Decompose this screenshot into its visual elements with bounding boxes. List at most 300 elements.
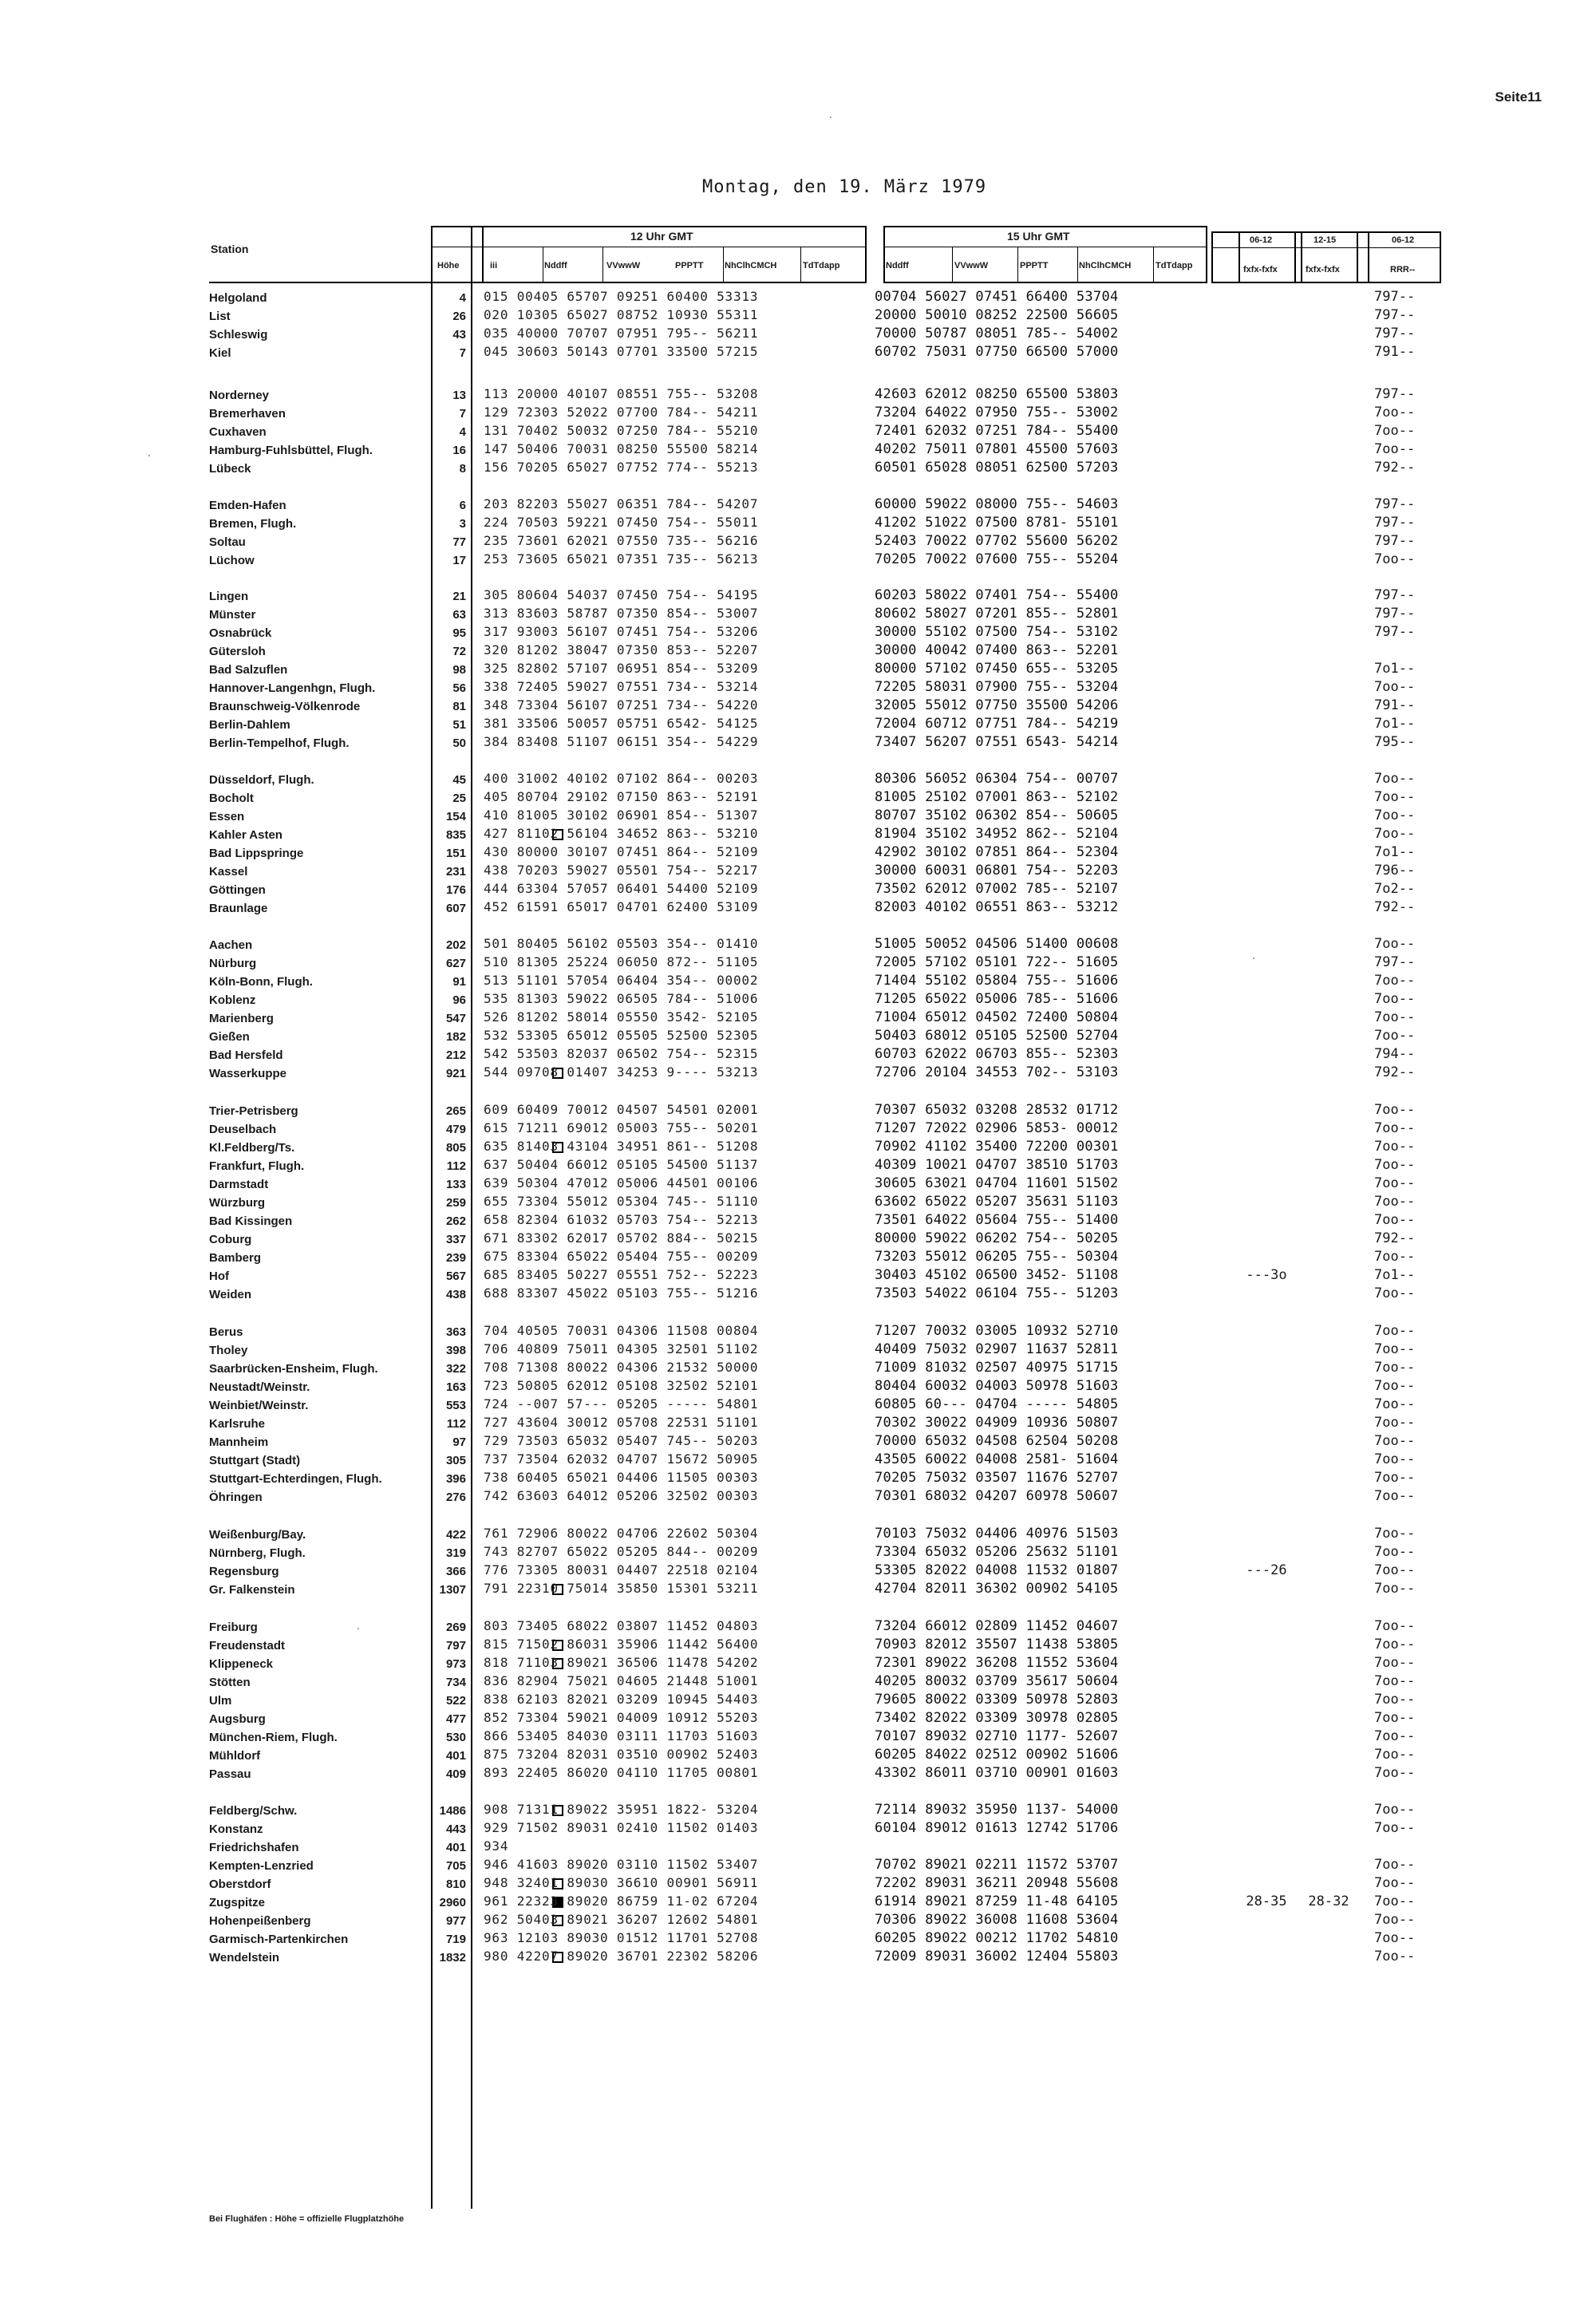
extra-rrr: 792-- [1374, 1064, 1416, 1080]
obs-12-utc: 045 30603 50143 07701 33500 57215 [484, 344, 759, 359]
obs-12-utc: 305 80604 54037 07450 754-- 54195 [484, 587, 759, 602]
station-height: 212 [445, 1048, 466, 1062]
col-15-nddff: Nddff [886, 261, 909, 270]
obs-12-utc: 761 72906 80022 04706 22602 50304 [484, 1526, 759, 1541]
station-label: Hof [209, 1270, 229, 1283]
obs-15-utc: 81904 35102 34952 862-- 52104 [875, 826, 1119, 842]
obs-12-utc: 526 81202 58014 05550 3542- 52105 [484, 1009, 759, 1025]
extra-rrr: 7oo-- [1374, 405, 1416, 421]
station-label: Kl.Feldberg/Ts. [209, 1141, 295, 1155]
extra-rrr: 7oo-- [1374, 1692, 1416, 1708]
obs-12-utc: 535 81303 59022 06505 784-- 51006 [484, 991, 759, 1006]
extra-rrr: 797-- [1374, 624, 1416, 640]
obs-15-utc: 32005 55012 07750 35500 54206 [875, 697, 1119, 713]
obs-15-utc: 30000 40042 07400 863-- 52201 [875, 642, 1119, 658]
obs-12-utc: 791 22310 75014 35850 15301 53211 [484, 1581, 759, 1596]
obs-15-utc: 70205 75032 03507 11676 52707 [875, 1470, 1119, 1486]
station-name [209, 1064, 448, 1083]
obs-15-utc: 60702 75031 07750 66500 57000 [875, 344, 1119, 360]
extra-rrr: 7oo-- [1374, 1249, 1416, 1265]
station-name [209, 1267, 448, 1285]
station-height: 25 [452, 792, 466, 805]
obs-12-utc: 723 50805 62012 05108 32502 52101 [484, 1378, 759, 1393]
col-x3-top: 06-12 [1392, 235, 1415, 245]
extra-rrr: 7oo-- [1374, 1637, 1416, 1653]
station-height: 553 [445, 1399, 466, 1412]
station-name [209, 423, 448, 441]
extra-rrr: 7oo-- [1374, 1526, 1416, 1542]
obs-12-utc: 658 82304 61032 05703 754-- 52213 [484, 1212, 759, 1227]
station-height: 176 [445, 883, 466, 897]
obs-15-utc: 60000 59022 08000 755-- 54603 [875, 496, 1119, 512]
obs-15-utc: 52403 70022 07702 55600 56202 [875, 533, 1119, 549]
station-height: 607 [445, 902, 466, 915]
obs-12-utc: 020 10305 65027 08752 10930 55311 [484, 307, 759, 322]
station-name [209, 642, 448, 661]
station-height: 4 [459, 425, 466, 439]
col-12-tdapp: TdTdapp [803, 261, 840, 270]
obs-12-utc: 015 00405 65707 09251 60400 53313 [484, 289, 759, 304]
obs-12-utc: 381 33506 50057 05751 6542- 54125 [484, 716, 759, 731]
station-label: Cuxhaven [209, 425, 267, 439]
extra-rrr: 792-- [1374, 460, 1416, 476]
station-label: Gr. Falkenstein [209, 1583, 295, 1597]
station-height: 1832 [439, 1951, 466, 1964]
station-name [209, 606, 448, 624]
obs-15-utc: 73407 56207 07551 6543- 54214 [875, 734, 1119, 750]
obs-15-utc: 60203 58022 07401 754-- 55400 [875, 587, 1119, 603]
station-label: Mühldorf [209, 1749, 261, 1763]
extra-rrr: 7oo-- [1374, 1765, 1416, 1781]
obs-12-utc: 384 83408 51107 06151 354-- 54229 [484, 734, 759, 749]
obs-12-utc: 635 81403 43104 34951 861-- 51208 [484, 1139, 759, 1154]
extra-rrr: 797-- [1374, 386, 1416, 402]
obs-12-utc: 815 71502 86031 35906 11442 56400 [484, 1637, 759, 1652]
station-name [209, 460, 448, 478]
extra-rrr: 7oo-- [1374, 973, 1416, 989]
station-height: 63 [452, 608, 466, 622]
col-x3-bot: RRR-- [1390, 265, 1416, 274]
station-name [209, 936, 448, 954]
extra-rrr: 7oo-- [1374, 1802, 1416, 1818]
station-label: Bad Kissingen [209, 1214, 293, 1228]
station-height: 269 [445, 1621, 466, 1634]
station-label: Lüchow [209, 554, 255, 567]
extra-rrr: 7oo-- [1374, 1470, 1416, 1486]
obs-15-utc: 73501 64022 05604 755-- 51400 [875, 1212, 1119, 1228]
obs-15-utc: 43302 86011 03710 00901 01603 [875, 1765, 1119, 1781]
station-height: 547 [445, 1012, 466, 1025]
station-label: Koblenz [209, 993, 256, 1007]
extra-rrr: 791-- [1374, 697, 1416, 713]
extra-rrr: 7oo-- [1374, 679, 1416, 695]
station-height: 835 [445, 828, 466, 842]
obs-12-utc: 452 61591 65017 04701 62400 53109 [484, 899, 759, 914]
extra-rrr: 7oo-- [1374, 1396, 1416, 1412]
station-name [209, 771, 448, 789]
obs-15-utc: 73503 54022 06104 755-- 51203 [875, 1285, 1119, 1301]
station-height: 322 [445, 1362, 466, 1376]
station-name [209, 1618, 448, 1637]
obs-15-utc: 60703 62022 06703 855-- 52303 [875, 1046, 1119, 1062]
station-name [209, 1212, 448, 1230]
station-name [209, 1765, 448, 1783]
station-name [209, 1637, 448, 1655]
station-height: 443 [445, 1822, 466, 1836]
extra-rrr: 7oo-- [1374, 1912, 1416, 1928]
station-label: Bremerhaven [209, 407, 286, 421]
station-name [209, 1102, 448, 1120]
station-name [209, 533, 448, 551]
station-name [209, 808, 448, 826]
obs-12-utc: 708 71308 80022 04306 21532 50000 [484, 1360, 759, 1375]
station-label: Stötten [209, 1676, 251, 1689]
station-name [209, 624, 448, 642]
station-height: 530 [445, 1731, 466, 1744]
obs-15-utc: 30403 45102 06500 3452- 51108 [875, 1267, 1119, 1283]
obs-12-utc: 729 73503 65032 05407 745-- 50203 [484, 1433, 759, 1448]
station-label: Soltau [209, 535, 246, 549]
station-height: 422 [445, 1528, 466, 1542]
station-height: 262 [445, 1214, 466, 1228]
obs-12-utc: 929 71502 89031 02410 11502 01403 [484, 1820, 759, 1835]
obs-12-utc: 671 83302 62017 05702 884-- 50215 [484, 1230, 759, 1246]
obs-15-utc: 73204 64022 07950 755-- 53002 [875, 405, 1119, 421]
extra-rrr: 7oo-- [1374, 1930, 1416, 1946]
obs-15-utc: 30000 55102 07500 754-- 53102 [875, 624, 1119, 640]
obs-12-utc: 113 20000 40107 08551 755-- 53208 [484, 386, 759, 401]
station-name [209, 1046, 448, 1064]
obs-12-utc: 430 80000 30107 07451 864-- 52109 [484, 844, 759, 859]
station-height: 7 [459, 407, 466, 421]
station-height: 97 [452, 1435, 466, 1449]
obs-15-utc: 79605 80022 03309 50978 52803 [875, 1692, 1119, 1708]
extra-rrr: 7oo-- [1374, 551, 1416, 567]
extra-rrr: 797-- [1374, 533, 1416, 549]
station-label: Weißenburg/Bay. [209, 1528, 306, 1542]
obs-15-utc: 70307 65032 03208 28532 01712 [875, 1102, 1119, 1118]
station-name [209, 1157, 448, 1175]
extra-rrr: 7oo-- [1374, 1581, 1416, 1597]
header-station: Station [211, 243, 249, 255]
obs-15-utc: 73402 82022 03309 30978 02805 [875, 1710, 1119, 1726]
obs-12-utc: 131 70402 50032 07250 784-- 55210 [484, 423, 759, 438]
obs-12-utc: 313 83603 58787 07350 854-- 53007 [484, 606, 759, 621]
station-name [209, 1488, 448, 1506]
obs-15-utc: 53305 82022 04008 11532 01807 [875, 1562, 1119, 1578]
extra-rrr: 7oo-- [1374, 441, 1416, 457]
station-label: Kiel [209, 346, 231, 360]
station-name [209, 1470, 448, 1488]
obs-15-utc: 70301 68032 04207 60978 50607 [875, 1488, 1119, 1504]
obs-12-utc: 934 [484, 1838, 509, 1854]
station-label: Kahler Asten [209, 828, 282, 842]
station-name [209, 289, 448, 307]
station-label: Passau [209, 1767, 251, 1781]
obs-15-utc: 51005 50052 04506 51400 00608 [875, 936, 1119, 952]
station-height: 810 [445, 1878, 466, 1891]
station-name [209, 1526, 448, 1544]
station-label: Helgoland [209, 291, 267, 305]
station-height: 8 [459, 462, 466, 476]
extra-rrr: 7o2-- [1374, 881, 1416, 897]
station-height: 231 [445, 865, 466, 879]
obs-15-utc: 72009 89031 36002 12404 55803 [875, 1949, 1119, 1964]
station-height: 43 [452, 328, 466, 342]
header-15-uhr: 15 Uhr GMT [1007, 230, 1070, 243]
extra-rrr: 797-- [1374, 606, 1416, 622]
station-name [209, 863, 448, 881]
obs-15-utc: 72401 62032 07251 784-- 55400 [875, 423, 1119, 439]
obs-12-utc: 438 70203 59027 05501 754-- 52217 [484, 863, 759, 878]
obs-12-utc: 427 81102 56104 34652 863-- 53210 [484, 826, 759, 841]
station-height: 921 [445, 1067, 466, 1080]
station-label: Bad Salzuflen [209, 663, 288, 677]
obs-15-utc: 70902 41102 35400 72200 00301 [875, 1139, 1119, 1155]
station-label: Berlin-Tempelhof, Flugh. [209, 736, 350, 750]
station-label: Bad Hersfeld [209, 1048, 283, 1062]
obs-12-utc: 348 73304 56107 07251 734-- 54220 [484, 697, 759, 713]
page-number: Seite11 [1495, 89, 1542, 105]
station-label: Lingen [209, 590, 249, 603]
station-name [209, 344, 448, 362]
obs-15-utc: 80306 56052 06304 754-- 00707 [875, 771, 1119, 787]
header-12-uhr: 12 Uhr GMT [630, 230, 693, 243]
extra-rrr: 7oo-- [1374, 1194, 1416, 1210]
station-height: 45 [452, 773, 466, 787]
station-name [209, 405, 448, 423]
station-name [209, 1692, 448, 1710]
station-height: 265 [445, 1104, 466, 1118]
station-name [209, 515, 448, 533]
station-name [209, 826, 448, 844]
station-height: 91 [452, 975, 466, 989]
station-label: Friedrichshafen [209, 1841, 299, 1854]
station-label: Hohenpeißenberg [209, 1914, 311, 1928]
station-height: 522 [445, 1694, 466, 1708]
extra-rrr: 791-- [1374, 344, 1416, 360]
station-name [209, 1285, 448, 1304]
extra-rrr: 7oo-- [1374, 1102, 1416, 1118]
obs-15-utc: 82003 40102 06551 863-- 53212 [875, 899, 1119, 915]
station-height: 16 [452, 444, 466, 457]
obs-12-utc: 224 70503 59221 07450 754-- 55011 [484, 515, 759, 530]
obs-12-utc: 400 31002 40102 07102 864-- 00203 [484, 771, 759, 786]
station-label: Zugspitze [209, 1896, 265, 1909]
extra-rrr: 7oo-- [1374, 1451, 1416, 1467]
station-label: Mannheim [209, 1435, 269, 1449]
obs-15-utc: 72004 60712 07751 784-- 54219 [875, 716, 1119, 732]
station-label: Kempten-Lenzried [209, 1859, 314, 1873]
obs-12-utc: 637 50404 66012 05105 54500 51137 [484, 1157, 759, 1172]
station-label: Stuttgart-Echterdingen, Flugh. [209, 1472, 382, 1486]
station-name [209, 844, 448, 863]
station-label: Trier-Petrisberg [209, 1104, 298, 1118]
station-label: Weiden [209, 1288, 252, 1301]
footnote: Bei Flughäfen : Höhe = offizielle Flugplatzhöhe [209, 2214, 405, 2224]
col-15-clouds: NhClhCMCH [1079, 261, 1132, 270]
obs-12-utc: 532 53305 65012 05505 52500 52305 [484, 1028, 759, 1043]
obs-12-utc: 962 50403 89021 36207 12602 54801 [484, 1912, 759, 1927]
extra-rrr: 7oo-- [1374, 1710, 1416, 1726]
station-label: Hannover-Langenhgn, Flugh. [209, 681, 376, 695]
station-label: Freudenstadt [209, 1639, 286, 1653]
obs-15-utc: 80000 57102 07450 655-- 53205 [875, 661, 1119, 677]
station-height: 973 [445, 1657, 466, 1671]
station-height: 26 [452, 310, 466, 323]
obs-15-utc: 71009 81032 02507 40975 51715 [875, 1360, 1119, 1376]
obs-15-utc: 80707 35102 06302 854-- 50605 [875, 808, 1119, 823]
obs-12-utc: 737 73504 62032 04707 15672 50905 [484, 1451, 759, 1467]
station-height: 567 [445, 1270, 466, 1283]
station-name [209, 551, 448, 570]
obs-15-utc: 60104 89012 01613 12742 51706 [875, 1820, 1119, 1836]
station-label: Bamberg [209, 1251, 262, 1265]
col-x1-bot: fxfx-fxfx [1243, 265, 1278, 274]
col-12-ppptt: PPPTT [675, 261, 704, 270]
station-label: Göttingen [209, 883, 266, 897]
station-height: 95 [452, 626, 466, 640]
extra-rrr: 7oo-- [1374, 808, 1416, 823]
obs-15-utc: 80404 60032 04003 50978 51603 [875, 1378, 1119, 1394]
obs-15-utc: 70000 65032 04508 62504 50208 [875, 1433, 1119, 1449]
header-hoehe: Höhe [437, 261, 460, 270]
station-label: Wendelstein [209, 1951, 280, 1964]
extra-rrr: 797-- [1374, 515, 1416, 531]
obs-15-utc: 73203 55012 06205 755-- 50304 [875, 1249, 1119, 1265]
station-label: Konstanz [209, 1822, 263, 1836]
station-label: Öhringen [209, 1491, 263, 1504]
station-label: Münster [209, 608, 256, 622]
station-label: Berlin-Dahlem [209, 718, 290, 732]
col-12-nddff: Nddff [544, 261, 567, 270]
station-name [209, 326, 448, 344]
station-label: Gießen [209, 1030, 250, 1044]
extra-rrr: 7oo-- [1374, 1415, 1416, 1431]
obs-12-utc: 510 81305 25224 06050 872-- 51105 [484, 954, 759, 969]
obs-12-utc: 544 09708 01407 34253 9---- 53213 [484, 1064, 759, 1080]
extra-rrr: 7oo-- [1374, 1893, 1416, 1909]
obs-12-utc: 405 80704 29102 07150 863-- 52191 [484, 789, 759, 804]
station-height: 401 [445, 1749, 466, 1763]
extra-rrr: 792-- [1374, 899, 1416, 915]
obs-15-utc: 60501 65028 08051 62500 57203 [875, 460, 1119, 476]
extra-rrr: 7oo-- [1374, 991, 1416, 1007]
obs-12-utc: 317 93003 56107 07451 754-- 53206 [484, 624, 759, 639]
obs-12-utc: 147 50406 70031 08250 55500 58214 [484, 441, 759, 456]
obs-12-utc: 852 73304 59021 04009 10912 55203 [484, 1710, 759, 1725]
station-name [209, 1249, 448, 1267]
obs-12-utc: 742 63603 64012 05206 32502 00303 [484, 1488, 759, 1503]
station-height: 805 [445, 1141, 466, 1155]
col-15-ppptt: PPPTT [1020, 261, 1049, 270]
extra-rrr: 797-- [1374, 326, 1416, 342]
obs-15-utc: 70103 75032 04406 40976 51503 [875, 1526, 1119, 1542]
obs-15-utc: 73204 66012 02809 11452 04607 [875, 1618, 1119, 1634]
station-height: 705 [445, 1859, 466, 1873]
extra-rrr: 7oo-- [1374, 1728, 1416, 1744]
station-label: Weinbiet/Weinstr. [209, 1399, 309, 1412]
obs-15-utc: 30000 60031 06801 754-- 52203 [875, 863, 1119, 879]
obs-12-utc: 946 41603 89020 03110 11502 53407 [484, 1857, 759, 1872]
station-name [209, 697, 448, 716]
station-label: Stuttgart (Stadt) [209, 1454, 301, 1467]
station-label: Gütersloh [209, 645, 266, 658]
obs-15-utc: 42704 82011 36302 00902 54105 [875, 1581, 1119, 1597]
station-label: Nürburg [209, 957, 257, 970]
obs-15-utc: 80602 58027 07201 855-- 52801 [875, 606, 1119, 622]
station-name [209, 1175, 448, 1194]
station-name [209, 1893, 448, 1912]
station-label: Karlsruhe [209, 1417, 266, 1431]
obs-12-utc: 542 53503 82037 06502 754-- 52315 [484, 1046, 759, 1061]
station-name [209, 954, 448, 973]
station-name [209, 899, 448, 918]
station-label: Neustadt/Weinstr. [209, 1380, 310, 1394]
obs-12-utc: 866 53405 84030 03111 11703 51603 [484, 1728, 759, 1743]
extra-rrr: 7oo-- [1374, 1433, 1416, 1449]
obs-12-utc: 948 32401 89030 36610 00901 56911 [484, 1875, 759, 1890]
station-height: 1307 [439, 1583, 466, 1597]
station-label: Essen [209, 810, 245, 823]
station-name [209, 1949, 448, 1967]
extra-rrr: 7o1-- [1374, 1267, 1416, 1283]
extra-rrr: 797-- [1374, 307, 1416, 323]
station-name [209, 307, 448, 326]
station-label: Köln-Bonn, Flugh. [209, 975, 313, 989]
station-label: Oberstdorf [209, 1878, 271, 1891]
station-name [209, 1415, 448, 1433]
station-name [209, 1139, 448, 1157]
obs-15-utc: 70306 89022 36008 11608 53604 [875, 1912, 1119, 1928]
col-x2-top: 12-15 [1314, 235, 1337, 245]
station-label: Frankfurt, Flugh. [209, 1159, 305, 1173]
station-height: 112 [446, 1159, 466, 1173]
scan-speck [358, 1628, 359, 1629]
station-label: Marienberg [209, 1012, 274, 1025]
obs-15-utc: 42603 62012 08250 65500 53803 [875, 386, 1119, 402]
station-height: 797 [445, 1639, 466, 1653]
obs-12-utc: 325 82802 57107 06951 854-- 53209 [484, 661, 759, 676]
station-label: Braunlage [209, 902, 268, 915]
station-label: Aachen [209, 938, 253, 952]
station-name [209, 1323, 448, 1341]
station-name [209, 1857, 448, 1875]
station-height: 305 [445, 1454, 466, 1467]
station-height: 56 [452, 681, 466, 695]
extra-rrr: 792-- [1374, 1230, 1416, 1246]
station-name [209, 716, 448, 734]
obs-15-utc: 40202 75011 07801 45500 57603 [875, 441, 1119, 457]
obs-15-utc: 73502 62012 07002 785-- 52107 [875, 881, 1119, 897]
station-name [209, 661, 448, 679]
obs-15-utc: 60805 60--- 04704 ----- 54805 [875, 1396, 1119, 1412]
obs-12-utc: 156 70205 65027 07752 774-- 55213 [484, 460, 759, 475]
obs-15-utc: 70702 89021 02211 11572 53707 [875, 1857, 1119, 1873]
col-x2-bot: fxfx-fxfx [1306, 265, 1340, 274]
obs-15-utc: 40309 10021 04707 38510 51703 [875, 1157, 1119, 1173]
extra-rrr: 7oo-- [1374, 1139, 1416, 1155]
col-12-clouds: NhClhCMCH [725, 261, 777, 270]
station-height: 182 [445, 1030, 466, 1044]
obs-15-utc: 40205 80032 03709 35617 50604 [875, 1673, 1119, 1689]
obs-12-utc: 253 73605 65021 07351 735-- 56213 [484, 551, 759, 567]
obs-12-utc: 501 80405 56102 05503 354-- 01410 [484, 936, 759, 951]
station-name [209, 1581, 448, 1599]
obs-12-utc: 743 82707 65022 05205 844-- 00209 [484, 1544, 759, 1559]
obs-15-utc: 70903 82012 35507 11438 53805 [875, 1637, 1119, 1653]
obs-12-utc: 738 60405 65021 04406 11505 00303 [484, 1470, 759, 1485]
